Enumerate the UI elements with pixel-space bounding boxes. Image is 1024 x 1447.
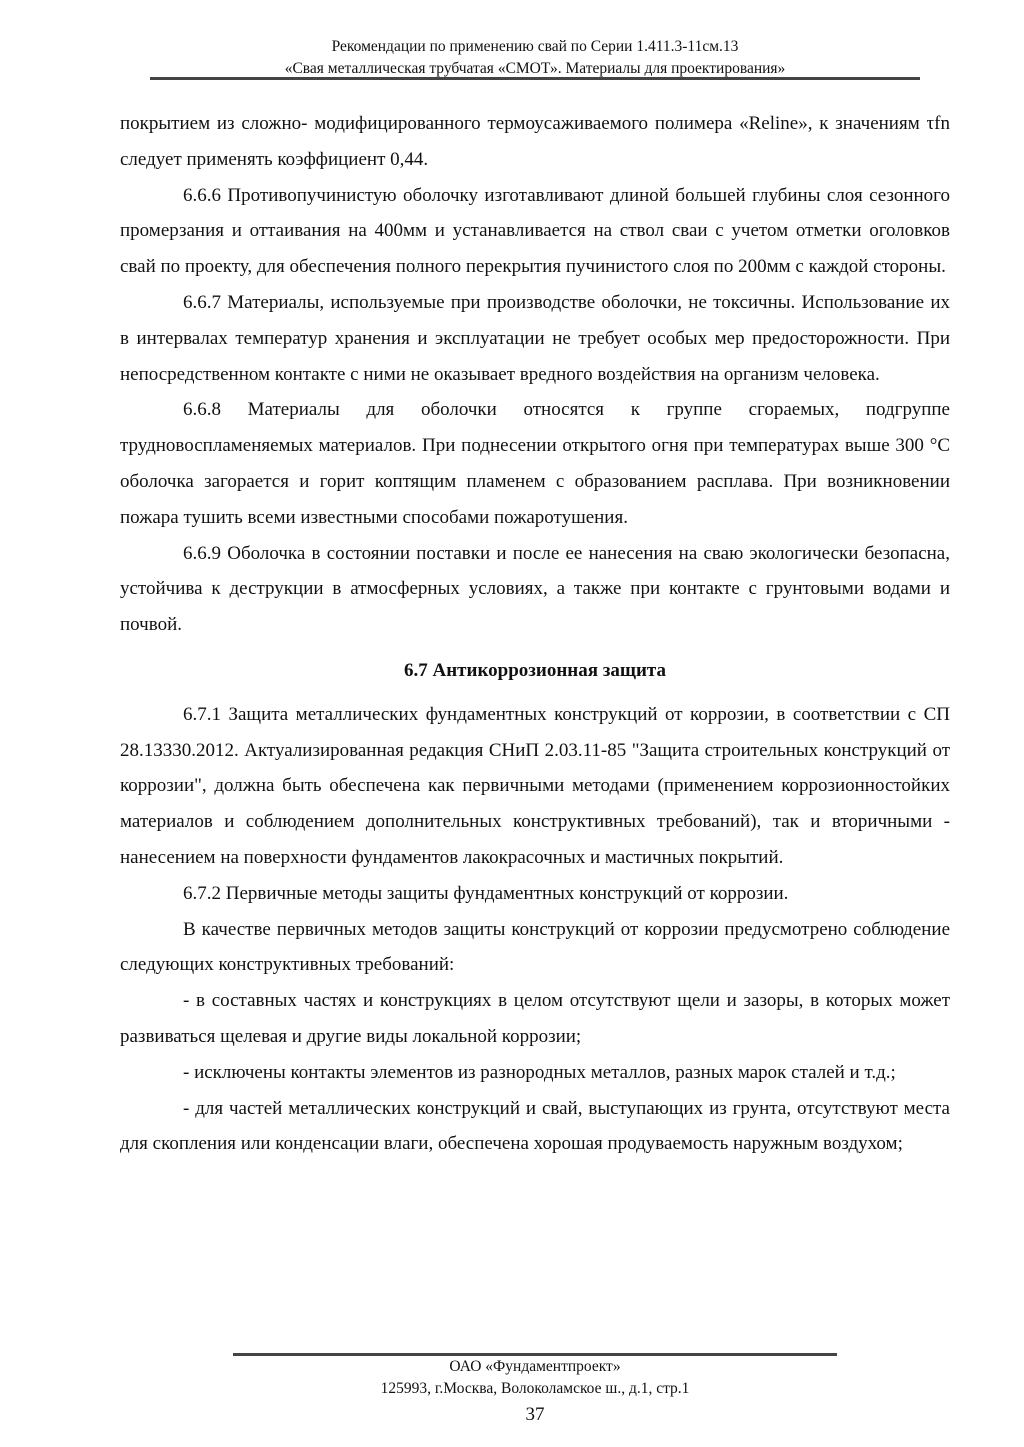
page-header <box>150 36 920 80</box>
section-heading: 6.7 Антикоррозионная защита <box>404 659 666 681</box>
paragraph: - в составных частях и конструкциях в целом отсутствуют щели и зазоры, в которых может развиваться щелевая и другие виды локальной коррозии; <box>120 990 950 1047</box>
page-body <box>120 106 950 1162</box>
paragraph: 6.7.2 Первичные методы защиты фундаментных конструкций от коррозии. <box>183 882 789 904</box>
footer-address: 125993, г.Москва, Волоколамское ш., д.1, стр.1 <box>380 1380 690 1397</box>
paragraph: - для частей металлических конструкций и свай, выступающих из грунта, отсутствуют места для скопления или конденсации влаги, обеспечена хорошая продуваемость наружным воздухом; <box>120 1097 950 1155</box>
paragraph: покрытием из сложно- модифицированного термоусаживаемого полимера «Reline», к значениям τfn следует применять коэффициент 0,44. <box>120 113 950 170</box>
paragraphs-before <box>120 106 950 643</box>
paragraph: 6.7.1 Защита металлических фундаментных конструкций от коррозии, в соответствии с СП 28.13330.2012. Актуализированная редакция СНиП 2.03.11-85 "Защита строительных конструкций от коррозии", должна быть обеспечена как первичными методами (применением коррозионностойких материалов и соблюдением дополнительных конструктивных требований), так и вторичными - нанесением на поверхности фундаментов лакокрасочных и мастичных покрытий. <box>120 703 950 868</box>
header-rule <box>150 77 920 80</box>
header-line-1: Рекомендации по применению свай по Серии 1.411.3-11см.13 <box>331 38 739 55</box>
page-number: 37 <box>525 1404 545 1425</box>
footer-org: ОАО «Фундаментпроект» <box>449 1358 621 1375</box>
paragraphs-after <box>120 697 950 1162</box>
paragraph: 6.6.8 Материалы для оболочки относятся к группе сгораемых, подгруппе трудновоспламеняемых материалов. При поднесении открытого огня при температурах выше 300 °С оболочка загорается и горит коптящим пламенем с образованием расплава. При возникновении пожара тушить всеми известными способами пожаротушения. <box>120 399 950 528</box>
paragraph: 6.6.9 Оболочка в состоянии поставки и после ее нанесения на сваю экологически безопасна, устойчива к деструкции в атмосферных условиях, а также при контакте с грунтовыми водами и почвой. <box>120 542 950 636</box>
paragraph: 6.6.7 Материалы, используемые при производстве оболочки, не токсичны. Использование их в интервалах температур хранения и эксплуатации не требует особых мер предосторожности. При непосредственном контакте с ними не оказывает вредного воздействия на организм человека. <box>120 291 950 385</box>
paragraph: В качестве первичных методов защиты конструкций от коррозии предусмотрено соблюдение следующих конструктивных требований: <box>120 918 950 976</box>
header-line-2: «Свая металлическая трубчатая «СМОТ». Материалы для проектирования» <box>284 60 786 77</box>
page-footer <box>230 1356 840 1426</box>
paragraph: - исключены контакты элементов из разнородных металлов, разных марок сталей и т.д.; <box>183 1061 896 1083</box>
paragraph: 6.6.6 Противопучинистую оболочку изготавливают длиной большей глубины слоя сезонного промерзания и оттаивания на 400мм и устанавливается на ствол сваи с учетом отметки оголовков свай по проекту, для обеспечения полного перекрытия пучинистого слоя по 200мм с каждой стороны. <box>120 184 950 278</box>
